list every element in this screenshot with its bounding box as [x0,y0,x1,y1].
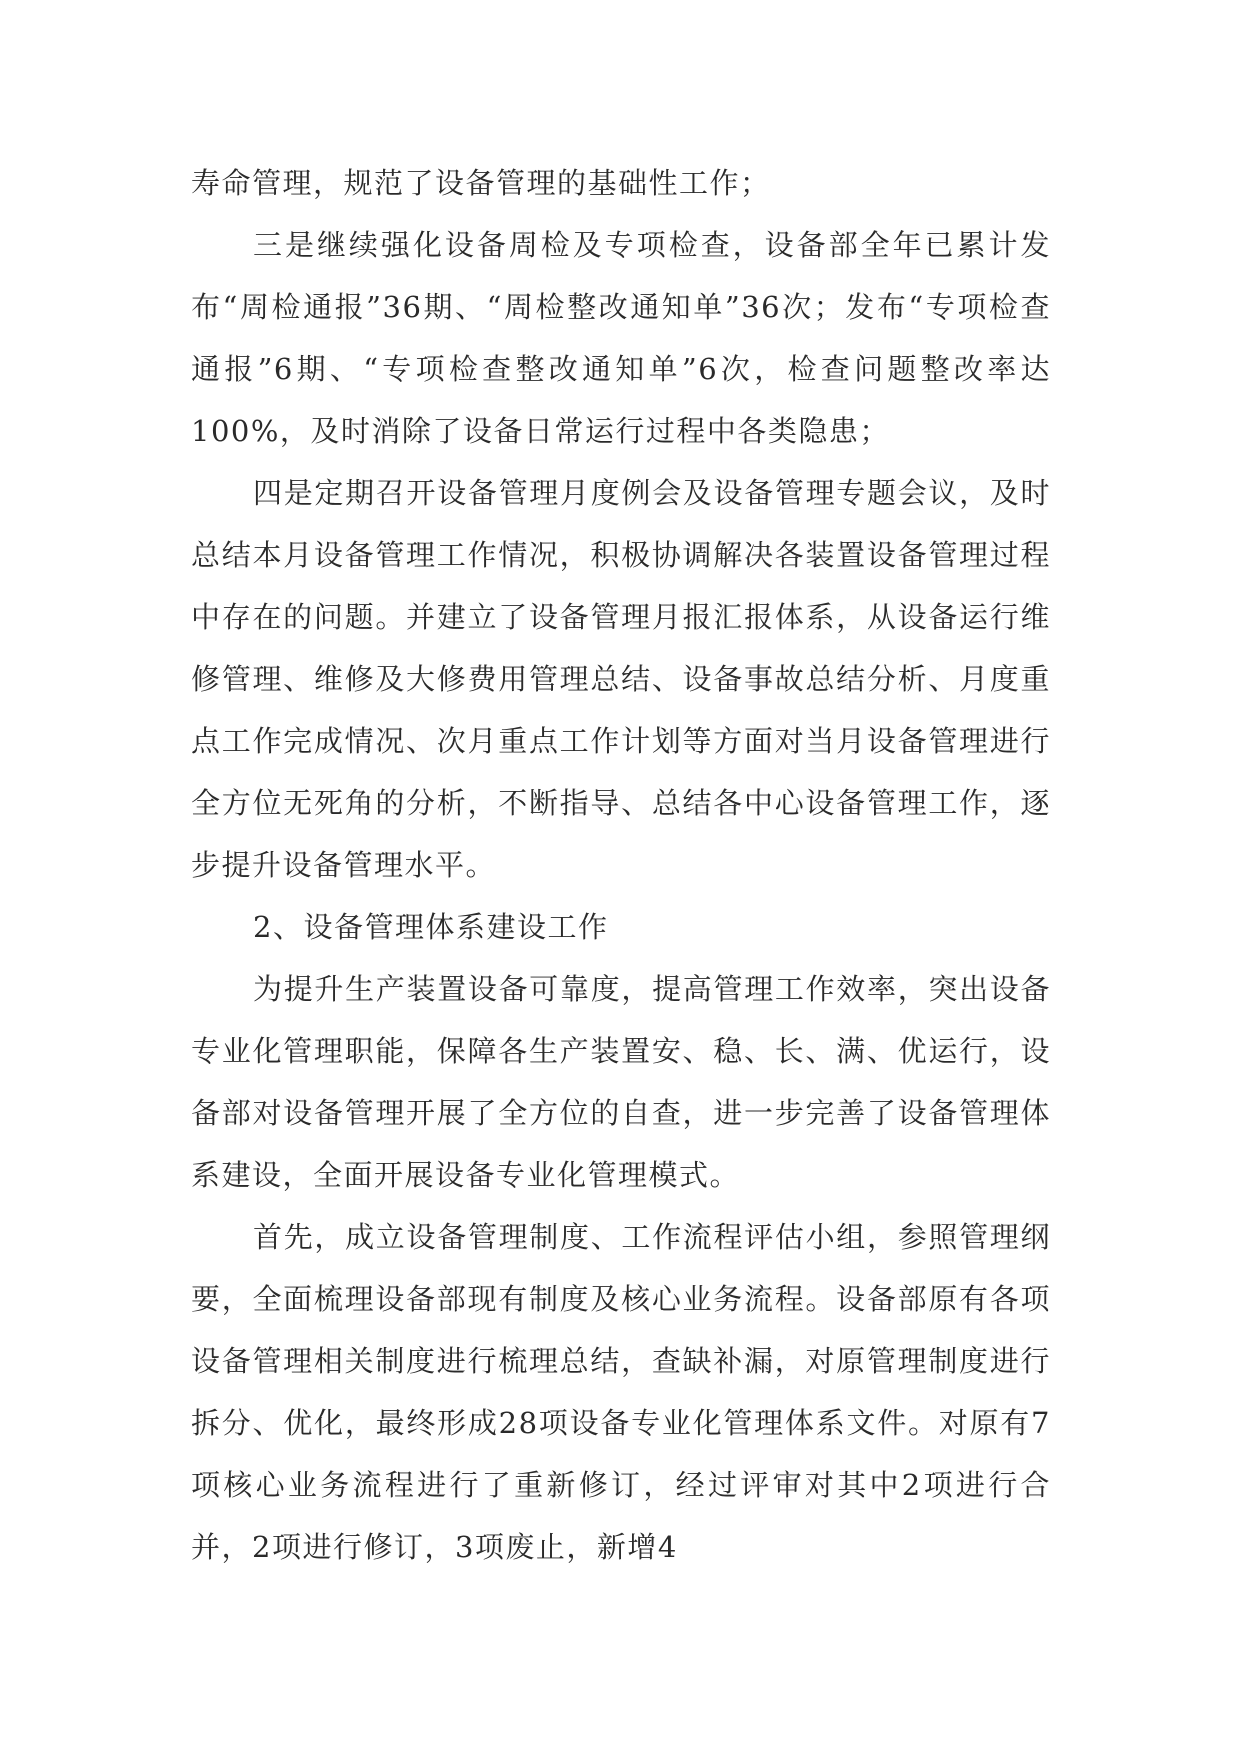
paragraph-2: 三是继续强化设备周检及专项检查，设备部全年已累计发布“周检通报”36期、“周检整改通知单”36次；发布“专项检查通报”6期、“专项检查整改通知单”6次，检查问题整改率达100%，及时消除了设备日常运行过程中各类隐患； [191,228,1051,448]
paragraph-1: 寿命管理，规范了设备管理的基础性工作； [191,166,771,200]
section-heading: 2、设备管理体系建设工作 [253,910,609,944]
paragraph-5: 首先，成立设备管理制度、工作流程评估小组，参照管理纲要，全面梳理设备部现有制度及核心业务流程。设备部原有各项设备管理相关制度进行梳理总结，查缺补漏，对原管理制度进行拆分、优化，最终形成28项设备专业化管理体系文件。对原有7项核心业务流程进行了重新修订，经过评审对其中2项进行合并，2项进行修订，3项废止，新增4 [191,1220,1051,1564]
document-body [191,152,1051,1578]
paragraph-3: 四是定期召开设备管理月度例会及设备管理专题会议，及时总结本月设备管理工作情况，积极协调解决各装置设备管理过程中存在的问题。并建立了设备管理月报汇报体系，从设备运行维修管理、维修及大修费用管理总结、设备事故总结分析、月度重点工作完成情况、次月重点工作计划等方面对当月设备管理进行全方位无死角的分析，不断指导、总结各中心设备管理工作，逐步提升设备管理水平。 [191,476,1051,882]
paragraph-4: 为提升生产装置设备可靠度，提高管理工作效率，突出设备专业化管理职能，保障各生产装置安、稳、长、满、优运行，设备部对设备管理开展了全方位的自查，进一步完善了设备管理体系建设，全面开展设备专业化管理模式。 [191,972,1051,1192]
